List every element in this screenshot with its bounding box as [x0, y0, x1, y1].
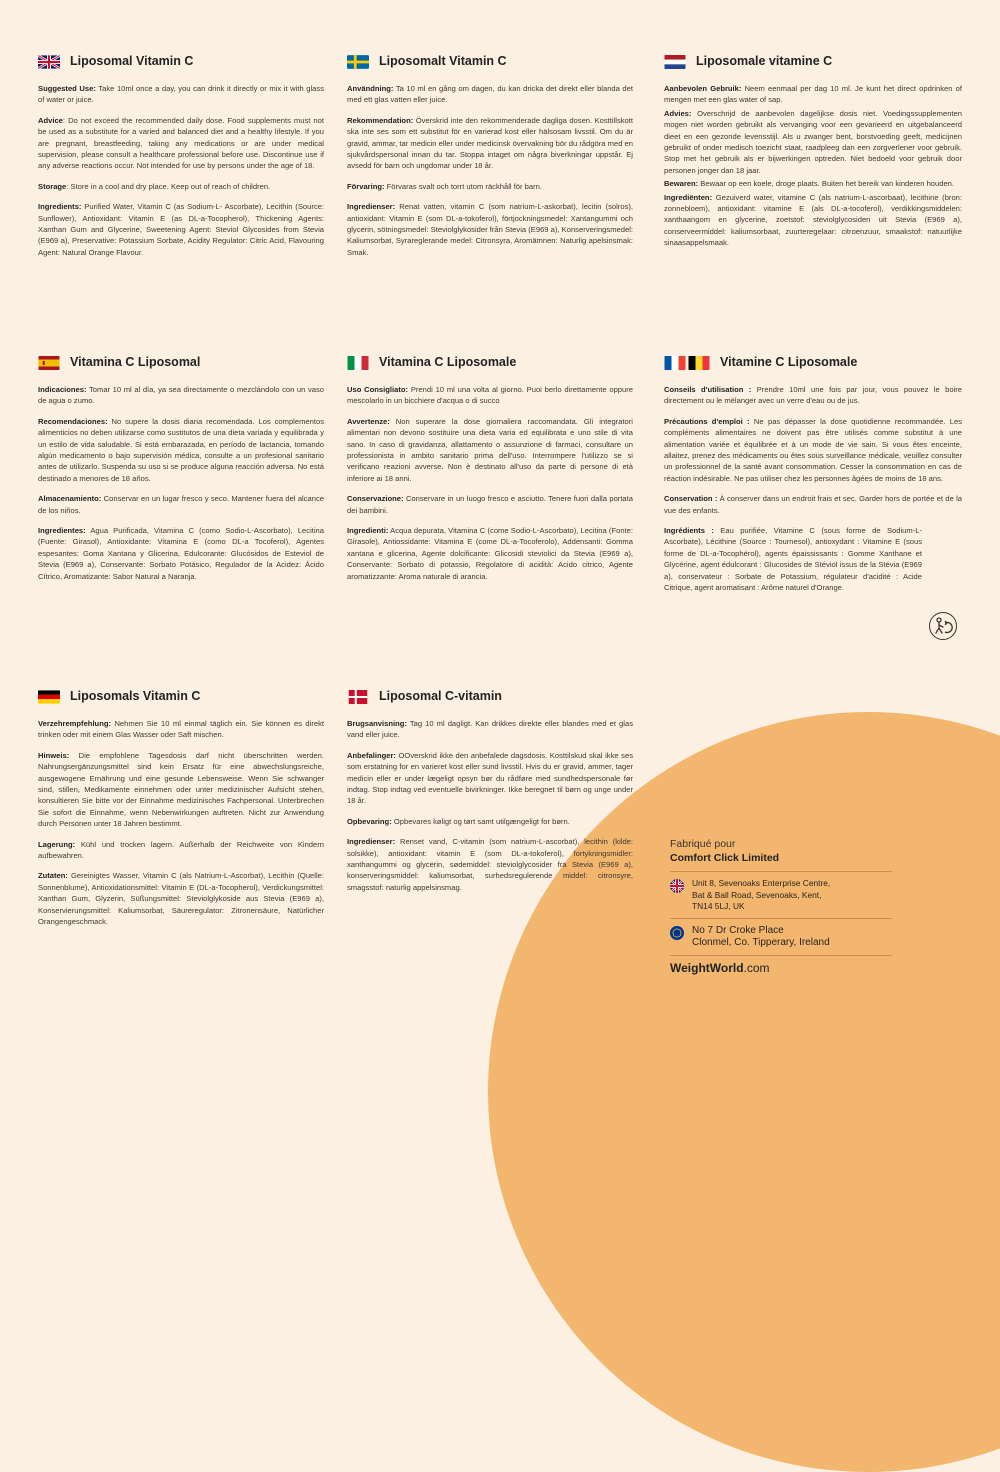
nl-flag-icon: [664, 55, 686, 69]
para-advice: Advies: Overschrijd de aanbevolen dagelijkse dosis niet. Voedingssupplementen mogen niet worden gebruikt als vervanging voor een gevarieerd en uitgebalanceerd dieet en een gezonde levensstijl. Als u zwanger bent, borstvoeding geeft, medicijnen gebruikt of onder medisch toezicht staat, raadpleeg dan een zorgverlener voor gebruik. Stop met het gebruik als er bijwerkingen optreden. Niet bedoeld voor gebruik door personen jonger dan 18 jaar.: [664, 108, 962, 175]
section-title: Vitamine C Liposomale: [720, 355, 858, 370]
section-title: Vitamina C Liposomal: [70, 355, 201, 370]
section-fr: [664, 354, 962, 603]
section-de: [38, 688, 324, 937]
es-flag-icon: [38, 356, 60, 370]
section-title: Liposomal C-vitamin: [379, 689, 502, 704]
de-flag-icon: [38, 690, 60, 704]
section-header: [38, 53, 324, 71]
uk-address: Unit 8, Sevenoaks Enterprise Centre, Bat & Ball Road, Sevenoaks, Kent, TN14 5LJ, UK: [692, 878, 831, 912]
para-ingredients: Ingredientes: Agua Purificada, Vitamina C (como Sodio-L-Ascorbato), Lecitina (Fuente: Girasol), Antioxidante: Vitamina E (como DL-a Tocoferol), Agentes espesantes: Goma Xantana y Glicerina, Edulcorante: Glucósidos de Esteviol de Stevia (E969 a), Conservante: Sorbato Potásico, Regulador de la Acidez: Ácido Cítrico, Aromatizante: Sabor Natural a Naranja.: [38, 526, 324, 581]
para-use: Användning: Ta 10 ml en gång om dagen, du kan dricka det direkt eller blanda det med ett glas vatten eller juice.: [347, 84, 633, 105]
para-storage: Conservazione: Conservare in un luogo fresco e asciutto. Tenere fuori dalla portata dei bambini.: [347, 494, 633, 515]
para-ingredients: Ingredients: Purified Water, Vitamin C (as Sodium-L- Ascorbate), Lecithin (Source: Sunflower), Antioxidant: Vitamin E (as DL-a-Tocopherol), Thickening Agents: Xanthan Gum and Glycerine, Sweetening Agent: Steviol Glycosides from Stevia (E969 a), Preservative: Potassium Sorbate, Acidity Regulator: Citric Acid, Flavouring Agent: Natural Orange Flavour.: [38, 202, 324, 257]
para-storage: Förvaring: Förvaras svalt och torrt utom räckhåll för barn.: [347, 181, 542, 191]
section-it: [347, 354, 633, 591]
para-storage: Opbevaring: Opbevares køligt og tørt samt utilgængeligt for børn.: [347, 816, 570, 826]
para-use: Brugsanvisning: Tag 10 ml dagligt. Kan drikkes direkte eller blandes med et glas vand eller juice.: [347, 719, 633, 740]
company-name: Comfort Click Limited: [670, 852, 780, 864]
para-use: Indicaciones: Tomar 10 ml al día, ya sea directamente o mezclándolo con un vaso de agua o zumo.: [38, 385, 324, 406]
para-advice: Advice: Do not exceed the recommended daily dose. Food supplements must not be used as a substitute for a varied and balanced diet and a healthy lifestyle. If you are pregnant, breastfeeding, taking any medications or are under medical supervision, please consult a healthcare professional before use. Discontinue use if any adverse reactions occur. Not intended for use by persons under the age of 18.: [38, 115, 324, 171]
para-ingredients: Ingredienti: Acqua depurata, Vitamina C (come Sodio-L-Ascorbato), Lecitina (Fonte: Girasole), Antiossidante: Vitamina E (come DL-a-Tocoferolo), Addensanti: Gomma xantana e glicerina, Agente dolcificante: Glicosidi steviolici da Stevia (E969 a), Conservante: Sorbato di potassio, Regolatore di acidità: Acido citrico, Agente aromatizzante: Aroma naturale di arancia.: [347, 526, 633, 581]
para-storage: Bewaren: Bewaar op een koele, droge plaats. Buiten het bereik van kinderen houden.: [664, 179, 955, 189]
para-ingredients: Ingredienser: Renset vand, C-vitamin (som natrium-L-ascorbat), lecithin (kilde: solsikke), antioxidant: vitamin E (som DL-a-tokoferol), fortykningsmidler: xanthangummi og glycerin, sødemiddel: steviolglycosider fra Stevia (E969 a), konserveringsmiddel: kaliumsorbat, surhedsregulerende middel: citronsyre, smagsstof: naturlig appelsinsmag.: [347, 837, 633, 892]
made-for-label: Fabriqué pour: [670, 838, 736, 850]
section-header: [347, 354, 633, 372]
se-flag-icon: [347, 55, 369, 69]
section-da: [347, 688, 633, 902]
section-sv: [347, 53, 633, 267]
para-ingredients: Ingrediënten: Gezuiverd water, vitamine C (als natrium-L-ascorbaat), lecithine (bron: zonnebloem), antioxidant: vitamine E (als DL-a-tocoferol), verdikkingsmiddelen: xanthaangom en glycerine, zoetstof: steviolglycosiden uit Stevia (E969 a), conserveermiddel: kaliumsorbaat, zuurteregelaar: citroenzuur, smaakstof: natuurlijke sinaasappelsmaak.: [664, 192, 962, 248]
section-en: [38, 53, 324, 267]
section-header: [347, 688, 633, 706]
para-advice: Recomendaciones: No supere la dosis diaria recomendada. Los complementos alimenticios no deben utilizarse como sustitutos de una dieta variada y equilibrada y un estilo de vida saludable. Si está embarazada, en período de lactancia, tomando algún medicamento o bajo supervisión médica, consulte a un profesional sanitario antes de utilizarlo. Suspenda su uso si se produce alguna reacción adversa. No está destinado a menores de 18 años.: [38, 416, 324, 483]
section-title: Liposomals Vitamin C: [70, 689, 201, 704]
section-header: [664, 53, 962, 71]
gb-flag-icon: [38, 55, 60, 69]
section-header: [38, 354, 324, 372]
section-es: [38, 354, 324, 591]
section-header: [38, 688, 324, 706]
section-nl: [664, 53, 962, 258]
section-title: Vitamina C Liposomale: [379, 355, 517, 370]
manufacturer-block: [670, 838, 892, 975]
eu-address-row: [670, 918, 892, 955]
para-ingredients: Ingredienser: Renat vatten, vitamin C (som natrium-L-askorbat), lecitin (solros), antioxidant: Vitamin E (som DL-a-tokoferol), förtjockningsmedel: Xantangummi och glycerin, sötningsmedel: Steviolglykosider från Stevia (E969 a), Konserveringsmedel: Kaliumsorbat, Syrareglerande medel: Citronsyra, Aromämnen: Naturlig apelsinsmak: Smak.: [347, 202, 633, 257]
section-header: [347, 53, 633, 71]
gb-flag-icon: [670, 879, 684, 893]
para-advice: Avvertenze: Non superare la dose giornaliera raccomandata. Gli integratori alimentari non devono sostituire una dieta varia ed equilibrata e uno stile di vita sano. In caso di gravidanza, allattamento o assunzione di farmaci, consultare un professionista in ambito sanitario prima dell'uso. Interrompere l'utilizzo se si verificano reazioni avverse. Non è destinato all'uso da parte di persone di età inferiore ai 18 anni.: [347, 416, 633, 483]
para-storage: Almacenamiento: Conservar en un lugar fresco y seco. Mantener fuera del alcance de los niños.: [38, 494, 324, 515]
para-advice: Rekommendation: Överskrid inte den rekommenderade dagliga dosen. Kosttillskott ska inte ses som ett substitut för en varierad kost eller hälsosam livsstil. Om du är gravid, ammar, tar medicin eller under medicinsk övervakning bör du rådgöra med en sjukvårdspersonal innan du tar. Stoppa intaget om några biverkningar uppstår. Ej avsedd för barn och ungdomar under 18 år.: [347, 115, 633, 171]
para-use: Verzehrempfehlung: Nehmen Sie 10 ml einmal täglich ein. Sie können es direkt trinken oder mit einem Glas Wasser oder Saft mischen.: [38, 719, 324, 740]
uk-address-row: [670, 871, 892, 918]
eu-flag-icon: [670, 926, 684, 940]
eu-address: No 7 Dr Croke Place Clonmel, Co. Tipperary, Ireland: [692, 924, 830, 949]
para-storage: Storage: Store in a cool and dry place. Keep out of reach of children.: [38, 181, 271, 191]
section-title: Liposomal Vitamin C: [70, 54, 194, 69]
para-advice: Précautions d'emploi : Ne pas dépasser la dose quotidienne recommandée. Les compléments alimentaires ne doivent pas être utilisés comme substitut à une alimentation variée et équilibrée et à un mode de vie sain. Si vous êtes enceinte, allaitez, prenez des médicaments ou êtes sous surveillance médicale, veuillez consulter un professionnel de la santé avant consommation. Cesser la consommation en cas de réaction indésirable. Ne pas utiliser chez les personnes âgées de moins de 18 ans.: [664, 416, 963, 483]
section-header: [664, 354, 962, 372]
para-ingredients: Ingrédients : Eau purifiée, Vitamine C (sous forme de Sodium-L-Ascorbate), Lécithine (Source : Tournesol), antioxydant : Vitamine E (sous forme de DL-a-Tocophérol), agents épaississants : Gomme Xanthane et Glycérine, agent édulcorant : Glucosides de Stéviol issus de la Stévia (E969 a), conservateur : Sorbate de Potassium, régulateur d'acidité : Acide Citrique, agent aromatisant : Arôme naturel d'Orange.: [664, 526, 922, 593]
para-storage: Conservation : À conserver dans un endroit frais et sec. Garder hors de portée et de la vue des enfants.: [664, 494, 962, 515]
para-ingredients: Zutaten: Gereinigtes Wasser, Vitamin C (als Natrium-L-Ascorbat), Lecithin (Quelle: Sonnenblume), Antioxidationsmittel: Vitamin E (DL-a-Tocopherol), Verdickungsmittel: Xanthan Gum, Glyzerin, Süßungsmittel: Steviolglykoside aus Stevia (E969 a), Konservierungsmittel: Kaliumsorbat, Säureregulator: Zitronensäure, Natürlicher Orangengeschmack.: [38, 871, 324, 927]
section-title: Liposomalt Vitamin C: [379, 54, 507, 69]
brand-wordmark: WeightWorld.com: [670, 955, 892, 975]
section-title: Liposomale vitamine C: [696, 54, 833, 69]
be-flag-icon: [688, 356, 710, 370]
para-use: Aanbevolen Gebruik: Neem eenmaal per dag 10 ml. Je kunt het direct opdrinken of mengen met een glas water of sap.: [664, 84, 962, 105]
para-advice: Anbefalinger: OOverskrid ikke den anbefalede dagsdosis. Kosttilskud skal ikke ses som erstatning for en varieret kost eller sund livsstil. Hvis du er gravid, ammer, tager medicin eller er under lægeligt opsyn bør du rådføre med sundhedspersonale før indtag. Stop indtag ved eventuelle bivirkninger. Ikke beregnet til børn og unge under 18 år.: [347, 750, 633, 806]
para-use: Uso Consigliato: Prendi 10 ml una volta al giorno. Puoi berlo direttamente oppure mescolarlo in un bicchiere d'acqua o di succo: [347, 385, 634, 406]
para-use: Suggested Use: Take 10ml once a day, you can drink it directly or mix it with glass of water or juice.: [38, 84, 324, 105]
para-use: Conseils d'utilisation : Prendre 10ml une fois par jour, vous pouvez le boire directement ou le mélanger avec un verre d'eau ou de jus.: [664, 385, 963, 406]
dk-flag-icon: [347, 690, 369, 704]
para-advice: Hinweis: Die empfohlene Tagesdosis darf nicht überschritten werden. Nahrungsergänzungsmittel sind kein Ersatz für eine abwechslungsreiche, ausgewogene Ernährung und eine gesunde Lebensweise. Wenn Sie schwanger sind, stillen, Medikamente einnehmen oder unter medizinischer Aufsicht stehen, konsultieren Sie bitte vor der Einnahme medizinisches Fachpersonal. Unterbrechen Sie sofort die Einnahme, wenn Nebenwirkungen auftreten. Nicht zur Anwendung durch Personen unter 18 Jahren bestimmt.: [38, 750, 324, 829]
fr-flag-icon: [664, 356, 686, 370]
para-storage: Lagerung: Kühl und trocken lagern. Außerhalb der Reichweite von Kindern aufbewahren.: [38, 839, 324, 861]
it-flag-icon: [347, 356, 369, 370]
recycle-triman-icon: [929, 612, 957, 640]
